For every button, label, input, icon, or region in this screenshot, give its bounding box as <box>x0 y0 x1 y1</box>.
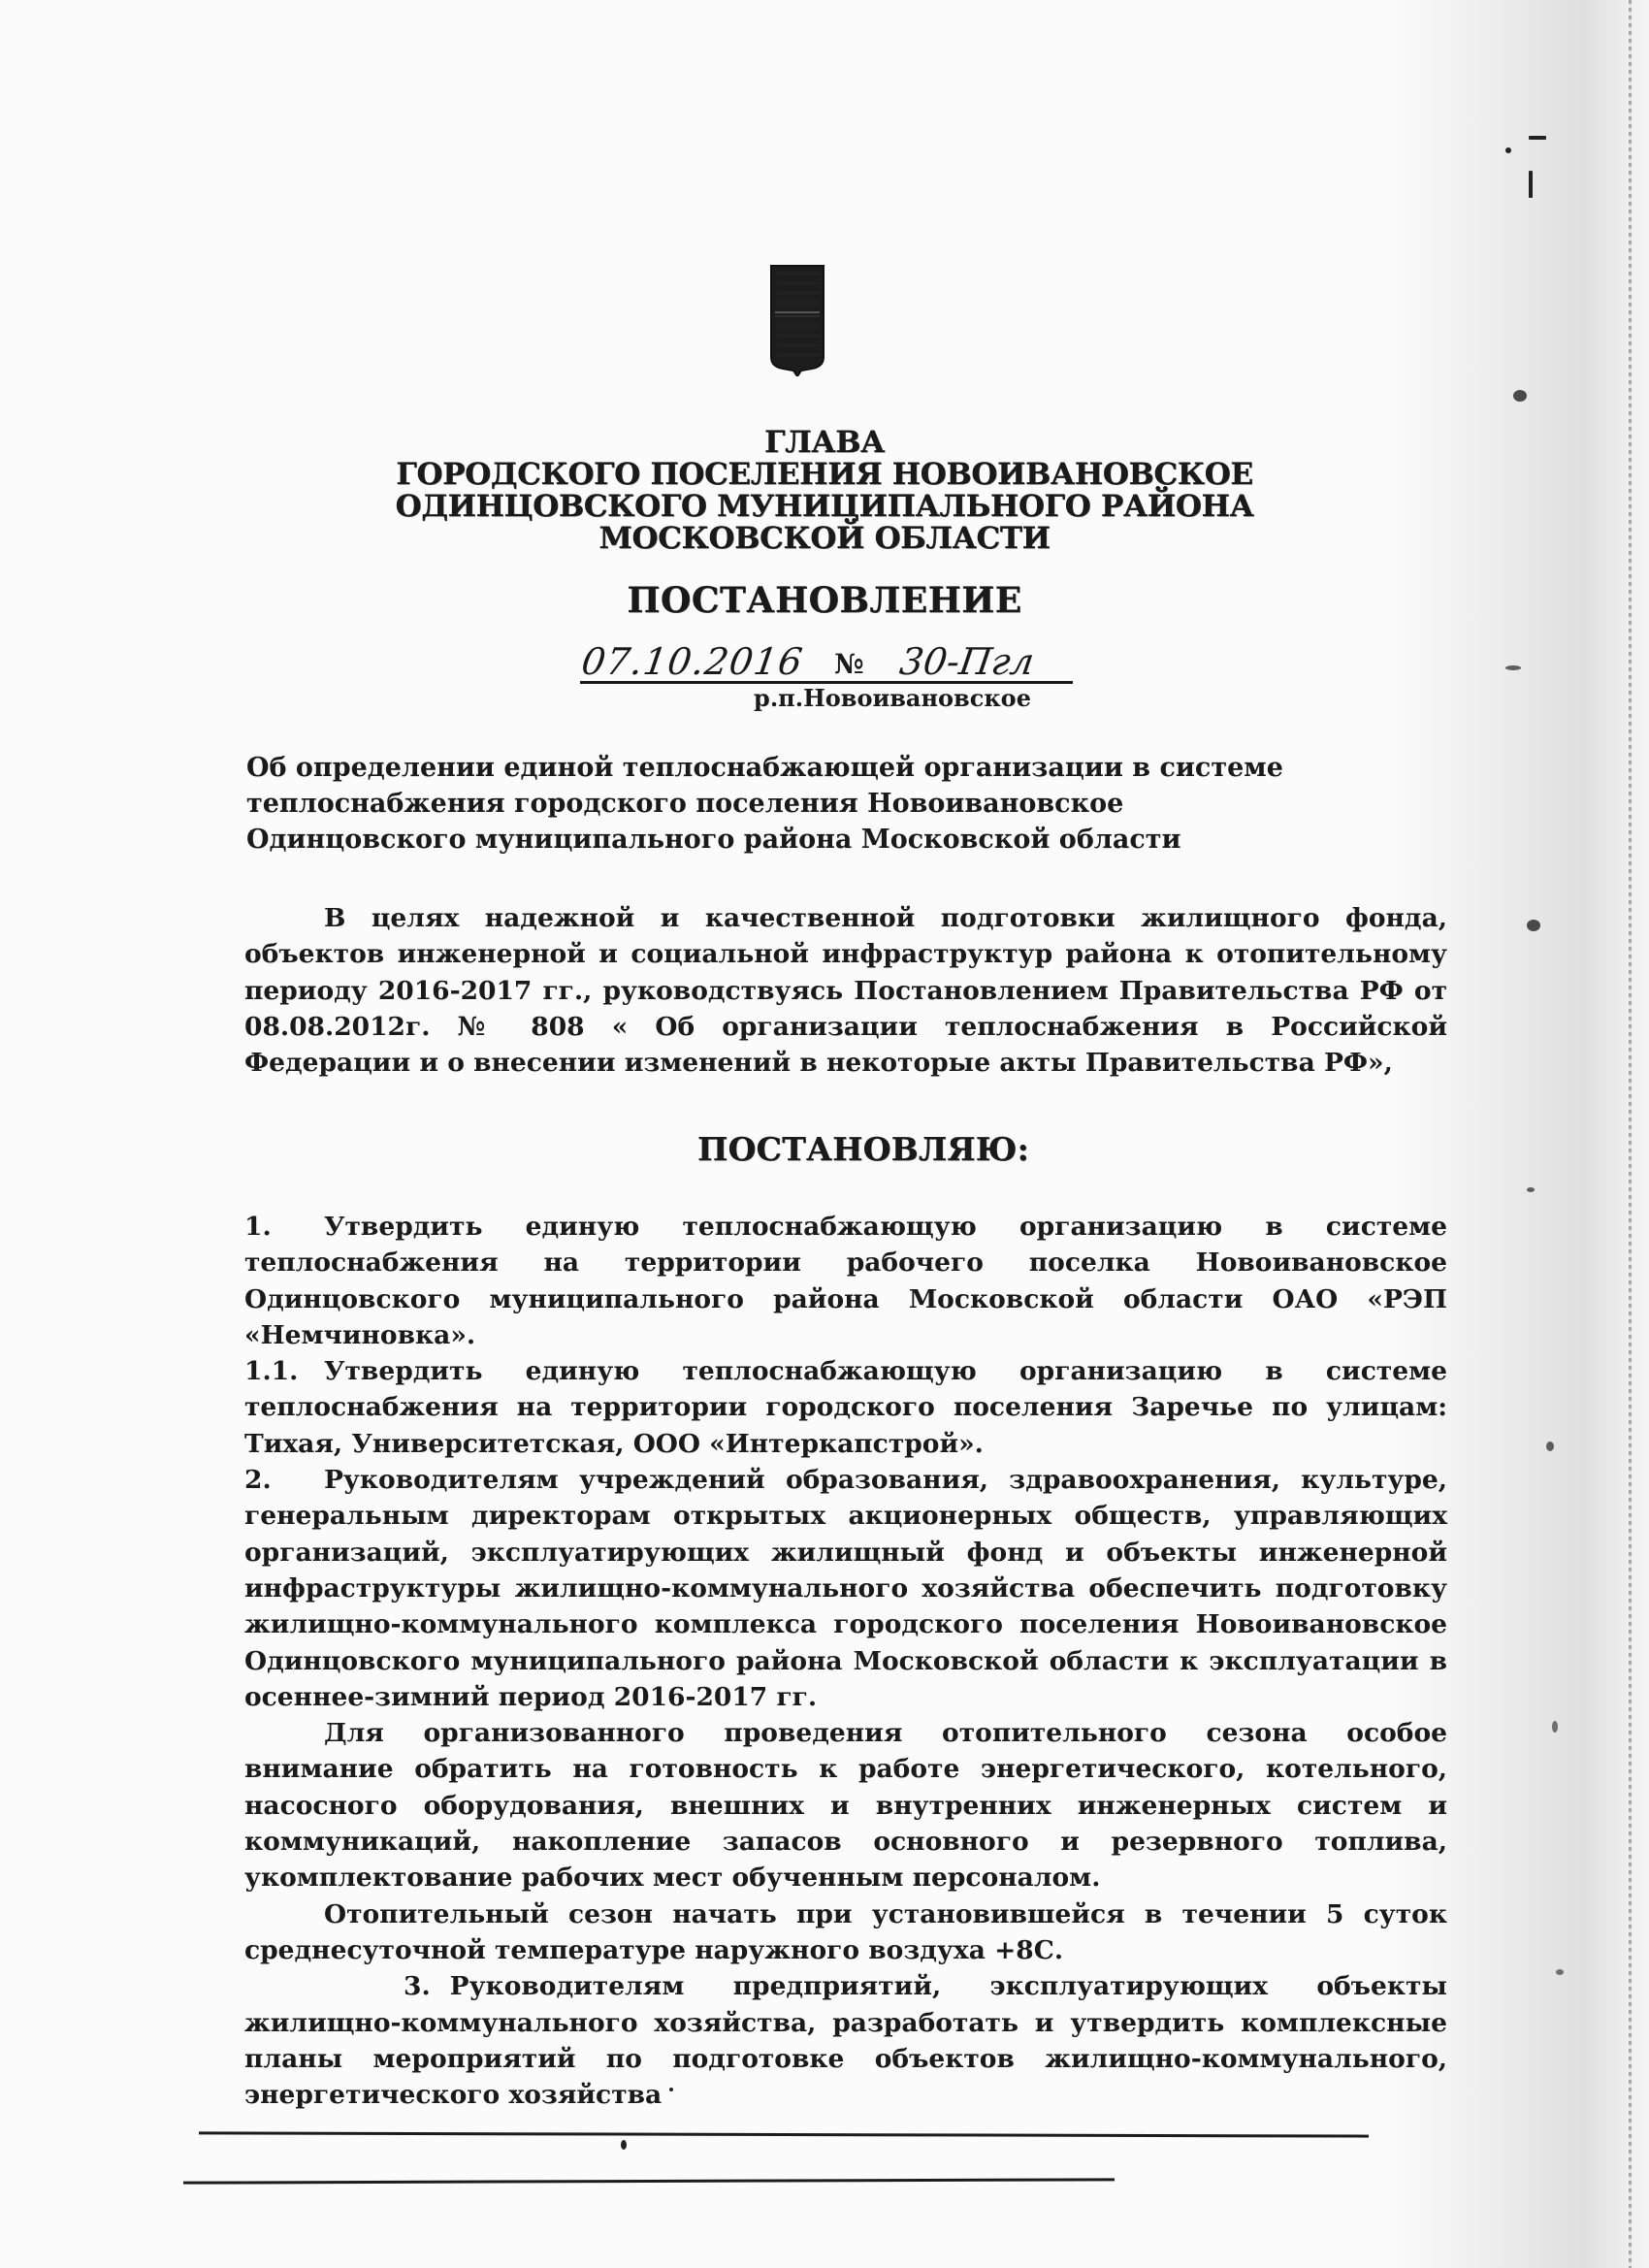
document-place: р.п.Новоивановское <box>754 684 1031 712</box>
issuer-header <box>0 427 1649 555</box>
scan-speck <box>621 2140 627 2150</box>
scan-speck <box>1505 665 1521 670</box>
clauses-list <box>244 1209 1447 2113</box>
clause-item <box>244 1968 1447 2113</box>
subject-line: теплоснабжения городского поселения Новоивановское <box>246 789 1124 819</box>
clause-text: Для организованного проведения отопительного сезона особое внимание обратить на готовность к работе энергетического, котельного, насосного оборудования, внешних и внутренних инженерных систем и коммуникаций, накопление запасов основного и резервного топлива, укомплектование рабочих мест обученным персоналом. <box>244 1718 1447 1894</box>
date-number-line <box>580 640 1073 684</box>
header-line-district: ОДИНЦОВСКОГО МУНИЦИПАЛЬНОГО РАЙОНА <box>395 489 1254 524</box>
clause-number: 2. <box>244 1465 272 1496</box>
scan-speck <box>1529 171 1533 198</box>
number-label: № <box>834 648 864 680</box>
document-subject <box>246 750 1283 858</box>
footer-rule <box>183 2178 1115 2184</box>
clause-text: Руководителям учреждений образования, здравоохранения, культуре, генеральным директорам открытых акционерных обществ, управляющих организаций, эксплуатирующих жилищный фонд и объекты инженерной инфраструктуры жилищно-коммунального хозяйства обеспечить подготовку жилищно-коммунального комплекса городского поселения Новоивановское Одинцовского муниципального района Московской области к эксплуатации в осеннее-зимний период 2016-2017 гг. <box>244 1465 1447 1712</box>
clause-text: Утвердить единую теплоснабжающую организацию в системе теплоснабжения на территории рабочего поселка Новоивановское Одинцовского муниципального района Московской области ОАО «РЭП «Немчиновка». <box>244 1212 1447 1350</box>
document-type: ПОСТАНОВЛЕНИЕ <box>627 580 1022 621</box>
scan-speck <box>1552 1721 1558 1733</box>
footer-rule <box>199 2131 1369 2137</box>
clause-text: Отопительный сезон начать при установившейся в течении 5 суток среднесуточной температуре наружного воздуха +8С. <box>244 1898 1447 1965</box>
preamble-paragraph: В целях надежной и качественной подготовки жилищного фонда, объектов инженерной и социальной инфраструктур района к отопительному периоду 2016-2017 гг., руководствуясь Постановлением Правительства РФ от 08.08.2012г. № 808 « Об организации теплоснабжения в Российской Федерации и о внесении изменений в некоторые акты Правительства РФ», <box>244 903 1447 1079</box>
clause-number: 1. <box>244 1212 272 1242</box>
clause-item <box>244 1209 1447 1353</box>
clause-item <box>244 1353 1447 1462</box>
clause-text: Руководителям предприятий, эксплуатирующих объекты жилищно-коммунального хозяйства, разработать и утвердить комплексные планы мероприятий по подготовке объектов жилищно-коммунального, энергетического хозяйства <box>244 1971 1447 2111</box>
resolve-heading: ПОСТАНОВЛЯЮ: <box>697 1130 1029 1168</box>
scan-speck <box>1513 390 1527 402</box>
clause-paragraph <box>244 1896 1447 1969</box>
scan-speck <box>1527 920 1540 931</box>
scan-speck <box>1546 1442 1554 1451</box>
scan-speck <box>1527 1187 1535 1192</box>
clause-item <box>244 1462 1447 1715</box>
clause-text: Утвердить единую теплоснабжающую организацию в системе теплоснабжения на территории городского поселения Заречье по улицам: Тихая, Университетская, ООО «Интеркапстрой». <box>244 1356 1447 1459</box>
clause-paragraph <box>244 1715 1447 1895</box>
header-line-settlement: ГОРОДСКОГО ПОСЕЛЕНИЯ НОВОИВАНОВСКОЕ <box>396 457 1253 492</box>
header-line-region: МОСКОВСКОЙ ОБЛАСТИ <box>598 521 1051 556</box>
document-number: 30-Пгл <box>896 640 1037 683</box>
coat-of-arms-icon <box>769 262 825 376</box>
subject-line: Об определении единой теплоснабжающей организации в системе <box>246 753 1283 783</box>
clause-number: 3. <box>404 1971 431 2002</box>
coat-of-arms-emblem <box>769 262 825 376</box>
scan-speck <box>1556 1969 1564 1975</box>
scan-speck <box>1529 136 1546 140</box>
clause-number: 1.1. <box>244 1356 299 1387</box>
scan-speck <box>1505 147 1511 153</box>
header-line-title: ГЛАВА <box>763 425 885 460</box>
subject-line: Одинцовского муниципального района Московской области <box>246 825 1181 855</box>
document-date: 07.10.2016 <box>578 640 806 683</box>
